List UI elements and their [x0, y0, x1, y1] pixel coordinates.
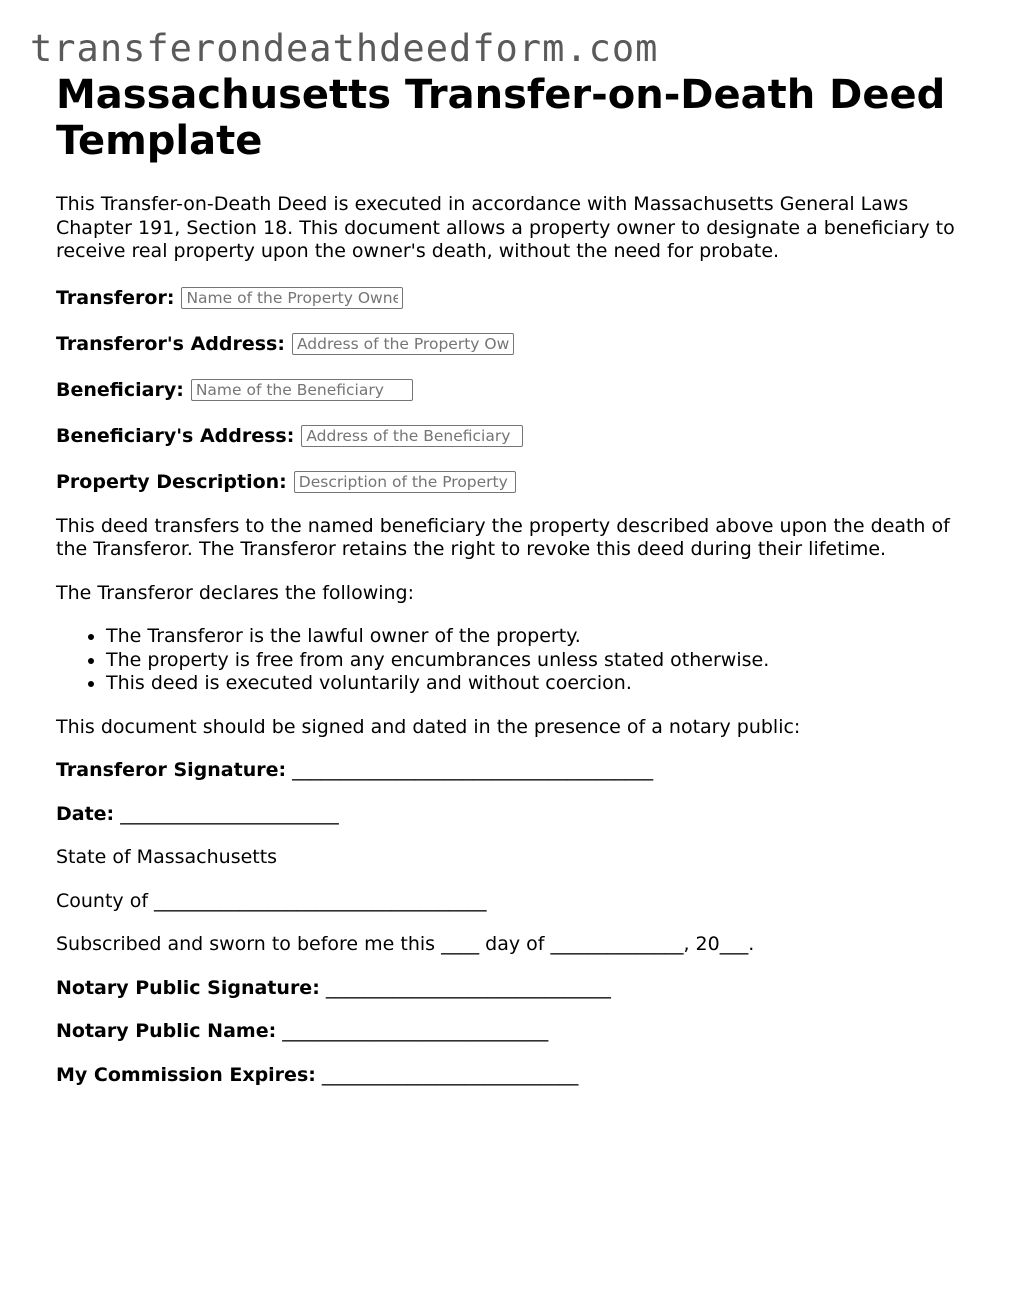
transferor-address-input[interactable]	[292, 333, 514, 355]
beneficiary-label: Beneficiary:	[56, 378, 184, 401]
transferor-signature-line[interactable]: ______________________________________	[292, 759, 654, 781]
beneficiary-address-label: Beneficiary's Address:	[56, 424, 295, 447]
transferor-address-row	[56, 330, 956, 358]
notary-signature-row	[56, 977, 956, 1001]
commission-label: My Commission Expires:	[56, 1063, 316, 1086]
list-item: • The property is free from any encumbrances unless stated otherwise.	[106, 649, 956, 673]
property-description-input[interactable]	[294, 471, 516, 493]
transferor-row	[56, 284, 956, 312]
document-page	[56, 72, 956, 1087]
list-item: • The Transferor is the lawful owner of the property.	[106, 625, 956, 649]
transferor-address-label: Transferor's Address:	[56, 332, 285, 355]
page-title: Massachusetts Transfer-on-Death Deed Template	[56, 72, 946, 164]
transferor-signature-row	[56, 759, 956, 783]
beneficiary-input[interactable]	[191, 379, 413, 401]
commission-row	[56, 1064, 956, 1088]
list-item: • This deed is executed voluntarily and without coercion.	[106, 672, 956, 696]
beneficiary-row	[56, 376, 956, 404]
notary-intro-paragraph: This document should be signed and dated in the presence of a notary public:	[56, 715, 801, 738]
notary-name-label: Notary Public Name:	[56, 1020, 277, 1042]
declares-paragraph: The Transferor declares the following:	[56, 581, 415, 604]
notary-name-row	[56, 1020, 956, 1044]
date-label: Date:	[56, 802, 115, 825]
beneficiary-address-input[interactable]	[301, 425, 523, 447]
date-row	[56, 803, 956, 827]
watermark: transferondeathdeedform.com	[30, 27, 659, 70]
state-text: State of Massachusetts	[56, 846, 278, 868]
subscribed-text: Subscribed and sworn to before me this ____ day of ______________, 20___.	[56, 933, 755, 955]
notary-signature-label: Notary Public Signature:	[56, 976, 320, 999]
transferor-label: Transferor:	[56, 286, 175, 309]
transferor-input[interactable]	[181, 287, 403, 309]
intro-paragraph: This Transfer-on-Death Deed is executed in accordance with Massachusetts General Laws Chapter 191, Section 18. This document allows a property owner to designate a beneficiary to receive real property upon the owner's death, without the need for probate.	[56, 193, 955, 262]
property-description-row	[56, 468, 956, 496]
transfer-paragraph: This deed transfers to the named beneficiary the property described above upon the death of the Transferor. The Transferor retains the right to revoke this deed during their lifetime.	[56, 514, 950, 560]
declarations-list	[56, 625, 956, 696]
transferor-signature-label: Transferor Signature:	[56, 759, 287, 781]
property-description-label: Property Description:	[56, 470, 287, 493]
notary-signature-line[interactable]: ______________________________	[325, 976, 611, 999]
notary-name-line[interactable]: ____________________________	[282, 1020, 549, 1042]
county-text: County of ___________________________________	[56, 889, 487, 912]
date-line[interactable]: _______________________	[120, 802, 339, 825]
commission-line[interactable]: ___________________________	[321, 1063, 579, 1086]
beneficiary-address-row	[56, 422, 956, 450]
